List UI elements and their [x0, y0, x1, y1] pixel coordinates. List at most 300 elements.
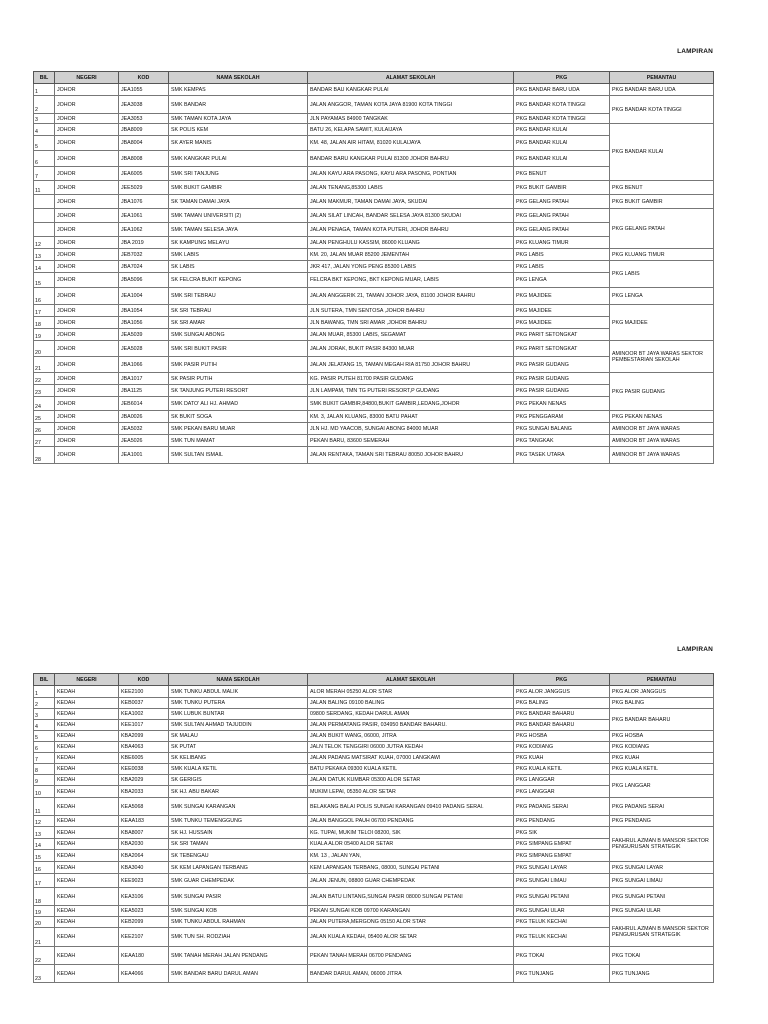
cell-nama-sekolah: SMK SUNGAI ABONG — [169, 329, 308, 341]
cell-bil: 1 — [34, 84, 55, 96]
cell-kod: JEA5028 — [119, 341, 169, 357]
cell-kod: JEA1001 — [119, 447, 169, 464]
cell-nama-sekolah: SMK SULTAN ISMAIL — [169, 447, 308, 464]
cell-pemantau: PKG BALING — [610, 698, 714, 709]
cell-negeri: JOHOR — [55, 114, 119, 124]
cell-nama-sekolah: SMK TUN SH. RODZIAH — [169, 928, 308, 947]
cell-pemantau: PKG HOSBA — [610, 731, 714, 742]
cell-alamat-sekolah: KUALA ALOR 05400 ALOR SETAR — [308, 839, 514, 850]
cell-pemantau: PKG ALOR JANGGUS — [610, 686, 714, 698]
cell-nama-sekolah: SK HJ. HUSSAIN — [169, 827, 308, 839]
cell-kod: KEA1002 — [119, 709, 169, 720]
cell-pemantau: PKG BANDAR KOTA TINGGI — [610, 96, 714, 124]
cell-alamat-sekolah: JLN PAYAMAS 84900 TANGKAK — [308, 114, 514, 124]
col-header-negeri: NEGERI — [55, 72, 119, 84]
cell-negeri: JOHOR — [55, 167, 119, 181]
table-row — [34, 288, 714, 305]
cell-bil: 9 — [34, 775, 55, 786]
cell-nama-sekolah: SK HJ. ABU BAKAR — [169, 786, 308, 798]
cell-kod: JBA8009 — [119, 124, 169, 136]
cell-alamat-sekolah: JALAN PENGHULU KASSIM, 86000 KLUANG — [308, 237, 514, 249]
cell-pemantau: PKG SUNGAI LIMAU — [610, 874, 714, 888]
cell-pemantau: PKG BANDAR BARU UDA — [610, 84, 714, 96]
cell-negeri: JOHOR — [55, 237, 119, 249]
table-row — [34, 862, 714, 874]
cell-bil: 11 — [34, 181, 55, 195]
cell-nama-sekolah: SK TAMAN DAMAI JAYA — [169, 195, 308, 209]
cell-alamat-sekolah: JKR 417, JALAN YONG PENG 85300 LABIS — [308, 261, 514, 273]
cell-pemantau: PKG PEKAN NENAS — [610, 411, 714, 423]
school-table-kedah — [33, 673, 714, 983]
cell-pemantau: PKG LABIS — [610, 261, 714, 288]
cell-bil: 6 — [34, 151, 55, 167]
cell-alamat-sekolah: BATU 26, KELAPA SAWIT, KULAIJAYA — [308, 124, 514, 136]
cell-nama-sekolah: SK TEBENGAU — [169, 850, 308, 862]
cell-pkg: PKG HOSBA — [514, 731, 610, 742]
cell-bil: 28 — [34, 447, 55, 464]
cell-kod: KBA2029 — [119, 775, 169, 786]
cell-negeri: KEDAH — [55, 862, 119, 874]
cell-alamat-sekolah: KM. 48, JALAN AIR HITAM, 81020 KULAIJAYA — [308, 136, 514, 151]
cell-kod: KBA4063 — [119, 742, 169, 753]
cell-pkg: PKG SUNGAI ULAR — [514, 906, 610, 917]
cell-alamat-sekolah: JALAN BUKIT WANG, 06000, JITRA — [308, 731, 514, 742]
cell-pkg: PKG KLUANG TIMUR — [514, 237, 610, 249]
cell-pkg: PKG BANDAR BARU UDA — [514, 84, 610, 96]
cell-bil: 18 — [34, 888, 55, 906]
cell-negeri: JOHOR — [55, 341, 119, 357]
cell-pemantau: PKG TOKAI — [610, 947, 714, 965]
cell-kod: KBA2030 — [119, 839, 169, 850]
cell-bil: 4 — [34, 720, 55, 731]
cell-nama-sekolah: SK POLIS KEM — [169, 124, 308, 136]
cell-negeri: JOHOR — [55, 288, 119, 305]
table-row — [34, 816, 714, 827]
cell-bil: 19 — [34, 906, 55, 917]
cell-pemantau: PKG MAJIDEE — [610, 305, 714, 341]
cell-negeri: JOHOR — [55, 357, 119, 373]
cell-kod: JBA 2019 — [119, 237, 169, 249]
cell-alamat-sekolah: JALAN MUAR, 85300 LABIS, SEGAMAT — [308, 329, 514, 341]
cell-pkg: PKG MAJIDEE — [514, 288, 610, 305]
cell-pkg: PKG PASIR GUDANG — [514, 385, 610, 397]
cell-nama-sekolah: SMK SRI BUKIT PASIR — [169, 341, 308, 357]
cell-pkg: PKG LANGGAR — [514, 786, 610, 798]
cell-kod: JEA5026 — [119, 435, 169, 447]
cell-bil — [34, 209, 55, 223]
cell-pkg: PKG KODIANG — [514, 742, 610, 753]
cell-bil: 5 — [34, 731, 55, 742]
cell-pemantau: FAKHRUL AZMAN B MANSOR SEKTOR PENGURUSAN STRATEGIK — [610, 917, 714, 947]
col-header-nama-sekolah: NAMA SEKOLAH — [169, 72, 308, 84]
cell-alamat-sekolah: SMK BUKIT GAMBIR,84800,BUKIT GAMBIR,LEDANG,JOHOR — [308, 397, 514, 411]
table-row — [34, 447, 714, 464]
cell-nama-sekolah: SMK TUNKU ABDUL RAHMAN — [169, 917, 308, 928]
col-header-negeri: NEGERI — [55, 674, 119, 686]
cell-pkg: PKG PADANG SERAI — [514, 798, 610, 816]
cell-alamat-sekolah: JALAN PADANG MATSIRAT KUAH, 07000 LANGKAWI — [308, 753, 514, 764]
cell-alamat-sekolah: JLN HJ. MD YAACOB, SUNGAI ABONG 84000 MUAR — [308, 423, 514, 435]
table-row — [34, 798, 714, 816]
cell-alamat-sekolah: 09800 SERDANG, KEDAH DARUL AMAN — [308, 709, 514, 720]
cell-nama-sekolah: SMK TUNKU ABDUL MALIK — [169, 686, 308, 698]
cell-pemantau: AMINOOR BT JAYA WARAS — [610, 435, 714, 447]
cell-nama-sekolah: SMK TUNKU TEMENGGUNG — [169, 816, 308, 827]
cell-kod: JEA5039 — [119, 329, 169, 341]
cell-bil: 15 — [34, 273, 55, 288]
table-row — [34, 341, 714, 357]
cell-alamat-sekolah: PEKAN TANAH MERAH 06700 PENDANG — [308, 947, 514, 965]
cell-kod: JEE5029 — [119, 181, 169, 195]
cell-nama-sekolah: SMK BANDAR — [169, 96, 308, 114]
table-row — [34, 411, 714, 423]
cell-kod: JBA1017 — [119, 373, 169, 385]
table-row — [34, 305, 714, 317]
cell-kod: JBA0026 — [119, 411, 169, 423]
cell-alamat-sekolah: JLN LAMPAM, TMN TG PUTERI RESORT,P GUDANG — [308, 385, 514, 397]
cell-nama-sekolah: SMK TAMAN UNIVERSITI (2) — [169, 209, 308, 223]
cell-pkg: PKG BANDAR KULAI — [514, 124, 610, 136]
cell-alamat-sekolah: JLN BAWANG, TMN SRI AMAR ,JOHOR BAHRU — [308, 317, 514, 329]
cell-bil: 20 — [34, 917, 55, 928]
table-row — [34, 435, 714, 447]
cell-bil: 21 — [34, 928, 55, 947]
cell-pkg: PKG BANDAR KULAI — [514, 136, 610, 151]
cell-bil: 18 — [34, 317, 55, 329]
table-row — [34, 686, 714, 698]
cell-kod: KBE6005 — [119, 753, 169, 764]
cell-pkg: PKG BALING — [514, 698, 610, 709]
table-row — [34, 261, 714, 273]
cell-alamat-sekolah: JALAN PENAGA, TAMAN KOTA PUTERI, JOHOR BAHRU — [308, 223, 514, 237]
cell-pkg: PKG BANDAR BAHARU — [514, 720, 610, 731]
cell-nama-sekolah: SK FELCRA BUKIT KEPONG — [169, 273, 308, 288]
cell-kod: KBA3040 — [119, 862, 169, 874]
cell-negeri: JOHOR — [55, 423, 119, 435]
cell-pkg: PKG GELANG PATAH — [514, 195, 610, 209]
cell-negeri: KEDAH — [55, 839, 119, 850]
cell-pemantau: PKG PENDANG — [610, 816, 714, 827]
table-header-row — [34, 72, 714, 84]
cell-kod: JEA1062 — [119, 223, 169, 237]
table-row — [34, 698, 714, 709]
cell-alamat-sekolah: JALAN SILAT LINCAH, BANDAR SELESA JAYA 81300 SKUDAI — [308, 209, 514, 223]
cell-nama-sekolah: SMK PEKAN BARU MUAR — [169, 423, 308, 435]
cell-negeri: KEDAH — [55, 906, 119, 917]
cell-pemantau: PKG KUALA KETIL — [610, 764, 714, 775]
cell-alamat-sekolah: JALAN JELATANG 15, TAMAN MEGAH RIA 81750 JOHOR BAHRU — [308, 357, 514, 373]
cell-negeri: JOHOR — [55, 373, 119, 385]
cell-negeri: KEDAH — [55, 786, 119, 798]
cell-bil: 20 — [34, 341, 55, 357]
cell-kod: KEA4066 — [119, 965, 169, 983]
cell-nama-sekolah: SMK BUKIT GAMBIR — [169, 181, 308, 195]
cell-alamat-sekolah: BATU PEKAKA 09300 KUALA KETIL — [308, 764, 514, 775]
table-row — [34, 96, 714, 114]
cell-alamat-sekolah: JALAN MAKMUR, TAMAN DAMAI JAYA, SKUDAI — [308, 195, 514, 209]
cell-bil: 1 — [34, 686, 55, 698]
cell-kod: JBA5096 — [119, 273, 169, 288]
cell-bil: 7 — [34, 167, 55, 181]
table-row — [34, 965, 714, 983]
cell-negeri: JOHOR — [55, 195, 119, 209]
cell-pkg: PKG SUNGAI BALANG — [514, 423, 610, 435]
cell-negeri: KEDAH — [55, 753, 119, 764]
cell-kod: JBA1054 — [119, 305, 169, 317]
col-header-kod: KOD — [119, 674, 169, 686]
cell-bil — [34, 195, 55, 209]
cell-kod: JBA1056 — [119, 317, 169, 329]
cell-kod: KBA2064 — [119, 850, 169, 862]
cell-bil: 13 — [34, 249, 55, 261]
cell-pkg: PKG PARIT SETONGKAT — [514, 329, 610, 341]
col-header-pkg: PKG — [514, 674, 610, 686]
cell-kod: JBA1125 — [119, 385, 169, 397]
cell-kod: JEA5032 — [119, 423, 169, 435]
cell-negeri: JOHOR — [55, 249, 119, 261]
cell-kod: JEB6014 — [119, 397, 169, 411]
cell-bil — [34, 223, 55, 237]
cell-alamat-sekolah: BANDAR BARU KANGKAR PULAI 81300 JOHOR BAHRU — [308, 151, 514, 167]
table-row — [34, 753, 714, 764]
cell-nama-sekolah: SMK TUN MAMAT — [169, 435, 308, 447]
cell-kod: KEAA180 — [119, 947, 169, 965]
cell-kod: KEAA183 — [119, 816, 169, 827]
cell-negeri: JOHOR — [55, 305, 119, 317]
cell-nama-sekolah: SK SRI AMAR — [169, 317, 308, 329]
table-row — [34, 731, 714, 742]
cell-alamat-sekolah: BANDAR DARUL AMAN, 06000 JITRA — [308, 965, 514, 983]
cell-pkg: PKG LABIS — [514, 249, 610, 261]
cell-pemantau: FAKHRUL AZMAN B MANSOR SEKTOR PENGURUSAN STRATEGIK — [610, 827, 714, 862]
cell-negeri: JOHOR — [55, 261, 119, 273]
cell-nama-sekolah: SMK PASIR PUTIH — [169, 357, 308, 373]
cell-negeri: JOHOR — [55, 447, 119, 464]
cell-pkg: PKG SUNGAI LIMAU — [514, 874, 610, 888]
cell-pkg: PKG BANDAR KOTA TINGGI — [514, 114, 610, 124]
cell-kod: JBA8004 — [119, 136, 169, 151]
cell-bil: 4 — [34, 124, 55, 136]
cell-nama-sekolah: SK TANJUNG PUTERI RESORT — [169, 385, 308, 397]
cell-alamat-sekolah: JALAN TENANG,85300 LABIS — [308, 181, 514, 195]
cell-nama-sekolah: SK SRI TAMAN — [169, 839, 308, 850]
cell-negeri: KEDAH — [55, 874, 119, 888]
cell-kod: JBA7024 — [119, 261, 169, 273]
cell-kod: JEA3053 — [119, 114, 169, 124]
cell-pkg: PKG SIK — [514, 827, 610, 839]
table-row — [34, 775, 714, 786]
cell-alamat-sekolah: JALAN ANGGOR, TAMAN KOTA JAYA 81900 KOTA TINGGI — [308, 96, 514, 114]
cell-alamat-sekolah: KM. 20, JALAN MUAR 85200 JEMENTAH — [308, 249, 514, 261]
cell-pkg: PKG TASEK UTARA — [514, 447, 610, 464]
cell-negeri: KEDAH — [55, 888, 119, 906]
cell-negeri: KEDAH — [55, 775, 119, 786]
col-header-alamat-sekolah: ALAMAT SEKOLAH — [308, 72, 514, 84]
cell-kod: KEA3106 — [119, 888, 169, 906]
cell-negeri: JOHOR — [55, 84, 119, 96]
table-row — [34, 917, 714, 928]
cell-nama-sekolah: SMK SRI TANJUNG — [169, 167, 308, 181]
col-header-alamat-sekolah: ALAMAT SEKOLAH — [308, 674, 514, 686]
col-header-nama-sekolah: NAMA SEKOLAH — [169, 674, 308, 686]
cell-kod: KEE2100 — [119, 686, 169, 698]
cell-alamat-sekolah: JALAN KUALA KEDAH, 05400 ALOR SETAR — [308, 928, 514, 947]
cell-negeri: KEDAH — [55, 698, 119, 709]
cell-nama-sekolah: SMK LUBUK BUNTAR — [169, 709, 308, 720]
cell-negeri: KEDAH — [55, 816, 119, 827]
cell-nama-sekolah: SMK SRI TEBRAU — [169, 288, 308, 305]
cell-pkg: PKG ALOR JANGGUS — [514, 686, 610, 698]
cell-nama-sekolah: SK KAMPUNG MELAYU — [169, 237, 308, 249]
cell-negeri: JOHOR — [55, 209, 119, 223]
cell-kod: JEA3038 — [119, 96, 169, 114]
cell-pemantau: PKG LANGGAR — [610, 775, 714, 798]
cell-nama-sekolah: SK AYER MANIS — [169, 136, 308, 151]
cell-nama-sekolah: SMK TUNKU PUTERA — [169, 698, 308, 709]
cell-pemantau: PKG BANDAR BAHARU — [610, 709, 714, 731]
table-row — [34, 888, 714, 906]
table-row — [34, 209, 714, 223]
cell-pkg: PKG BUKIT GAMBIR — [514, 181, 610, 195]
cell-bil: 13 — [34, 827, 55, 839]
cell-kod: JEA1004 — [119, 288, 169, 305]
cell-pemantau: PKG KLUANG TIMUR — [610, 249, 714, 261]
cell-kod: KEE0038 — [119, 764, 169, 775]
cell-nama-sekolah: SMK LABIS — [169, 249, 308, 261]
table-row — [34, 906, 714, 917]
cell-kod: JEB7032 — [119, 249, 169, 261]
cell-pemantau: PKG TUNJANG — [610, 965, 714, 983]
cell-bil: 25 — [34, 411, 55, 423]
table-row — [34, 181, 714, 195]
cell-pkg: PKG MAJIDEE — [514, 317, 610, 329]
cell-negeri: JOHOR — [55, 136, 119, 151]
cell-pemantau: PKG BANDAR KULAI — [610, 124, 714, 181]
cell-nama-sekolah: SMK SUNGAI KARANGAN — [169, 798, 308, 816]
cell-bil: 23 — [34, 965, 55, 983]
cell-kod: JBA8008 — [119, 151, 169, 167]
table-body — [34, 686, 714, 983]
cell-pkg: PKG TOKAI — [514, 947, 610, 965]
cell-negeri: KEDAH — [55, 709, 119, 720]
cell-bil: 24 — [34, 397, 55, 411]
table-row — [34, 373, 714, 385]
cell-alamat-sekolah: JALN TELOK TENGGIRI 06000 JUTRA KEDAH — [308, 742, 514, 753]
table-row — [34, 84, 714, 96]
cell-pemantau: PKG PADANG SERAI — [610, 798, 714, 816]
cell-bil: 17 — [34, 874, 55, 888]
col-header-pkg: PKG — [514, 72, 610, 84]
cell-bil: 12 — [34, 816, 55, 827]
cell-pkg: PKG SIMPANG EMPAT — [514, 839, 610, 850]
cell-pkg: PKG PASIR GUDANG — [514, 373, 610, 385]
cell-bil: 6 — [34, 742, 55, 753]
cell-pkg: PKG BANDAR KOTA TINGGI — [514, 96, 610, 114]
page-heading: LAMPIRAN — [677, 646, 713, 653]
cell-pemantau: PKG SUNGAI PETANI — [610, 888, 714, 906]
cell-bil: 2 — [34, 96, 55, 114]
cell-kod: KEA5068 — [119, 798, 169, 816]
cell-bil: 16 — [34, 862, 55, 874]
cell-alamat-sekolah: JALAN PERMATANG PASIR, 034950 BANDAR BAHARU. — [308, 720, 514, 731]
table-row — [34, 423, 714, 435]
cell-pemantau: PKG SUNGAI ULAR — [610, 906, 714, 917]
cell-bil: 15 — [34, 850, 55, 862]
cell-pkg: PKG BENUT — [514, 167, 610, 181]
cell-nama-sekolah: SK GERIGIS — [169, 775, 308, 786]
cell-nama-sekolah: SMK KUALA KETIL — [169, 764, 308, 775]
cell-pemantau: PKG LENGA — [610, 288, 714, 305]
cell-negeri: KEDAH — [55, 947, 119, 965]
cell-bil: 21 — [34, 357, 55, 373]
cell-nama-sekolah: SMK KEMPAS — [169, 84, 308, 96]
cell-kod: KEE2107 — [119, 928, 169, 947]
cell-negeri: JOHOR — [55, 435, 119, 447]
cell-nama-sekolah: SMK TAMAN KOTA JAYA — [169, 114, 308, 124]
table-row — [34, 249, 714, 261]
col-header-pemantau: PEMANTAU — [610, 72, 714, 84]
cell-bil: 3 — [34, 114, 55, 124]
cell-nama-sekolah: SMK TAMAN SELESA JAYA — [169, 223, 308, 237]
col-header-kod: KOD — [119, 72, 169, 84]
cell-negeri: JOHOR — [55, 397, 119, 411]
cell-nama-sekolah: SMK DATO' ALI HJ. AHMAD — [169, 397, 308, 411]
cell-bil: 26 — [34, 423, 55, 435]
cell-nama-sekolah: SK MALAU — [169, 731, 308, 742]
cell-pkg: PKG PASIR GUDANG — [514, 357, 610, 373]
cell-negeri: JOHOR — [55, 411, 119, 423]
cell-pkg: PKG KUALA KETIL — [514, 764, 610, 775]
table-row — [34, 709, 714, 720]
page-heading: LAMPIRAN — [677, 48, 713, 55]
cell-nama-sekolah: SMK SUNGAI PASIR — [169, 888, 308, 906]
cell-kod: KBA8007 — [119, 827, 169, 839]
cell-alamat-sekolah: BANDAR BAU KANGKAR PULAI — [308, 84, 514, 96]
cell-pkg: PKG TELUK KECHAI — [514, 928, 610, 947]
cell-alamat-sekolah: JALAN BANGGOL PAUH 06700 PENDANG — [308, 816, 514, 827]
cell-pkg: PKG LANGGAR — [514, 775, 610, 786]
cell-alamat-sekolah: KEM LAPANGAN TERBANG, 08000, SUNGAI PETANI — [308, 862, 514, 874]
cell-pemantau: PKG GELANG PATAH — [610, 209, 714, 249]
cell-negeri: KEDAH — [55, 850, 119, 862]
cell-negeri: KEDAH — [55, 720, 119, 731]
cell-pemantau: AMINOOR BT JAYA WARAS SEKTOR PEMBESTARIAN SEKOLAH — [610, 341, 714, 373]
cell-pkg: PKG PARIT SETONGKAT — [514, 341, 610, 357]
cell-negeri: JOHOR — [55, 329, 119, 341]
cell-kod: KEB2099 — [119, 917, 169, 928]
cell-negeri: KEDAH — [55, 764, 119, 775]
cell-alamat-sekolah: MUKIM LEPAI, 05350 ALOR SETAR — [308, 786, 514, 798]
cell-kod: KBA2099 — [119, 731, 169, 742]
cell-nama-sekolah: SK KEM LAPANGAN TERBANG — [169, 862, 308, 874]
cell-pkg: PKG LENGA — [514, 273, 610, 288]
cell-pkg: PKG TUNJANG — [514, 965, 610, 983]
cell-pkg: PKG PENGGARAM — [514, 411, 610, 423]
cell-pkg: PKG TELUK KECHAI — [514, 917, 610, 928]
cell-nama-sekolah: SK PUTAT — [169, 742, 308, 753]
cell-nama-sekolah: SK KELIBANG — [169, 753, 308, 764]
cell-bil: 12 — [34, 237, 55, 249]
cell-bil: 3 — [34, 709, 55, 720]
cell-nama-sekolah: SMK SULTAN AHMAD TAJUDDIN — [169, 720, 308, 731]
cell-nama-sekolah: SMK KANGKAR PULAI — [169, 151, 308, 167]
cell-negeri: KEDAH — [55, 827, 119, 839]
cell-kod: JEA1061 — [119, 209, 169, 223]
cell-bil: 16 — [34, 288, 55, 305]
cell-alamat-sekolah: JALAN RENTAKA, TAMAN SRI TEBRAU 80050 JOHOR BAHRU — [308, 447, 514, 464]
cell-kod: KEE1017 — [119, 720, 169, 731]
cell-nama-sekolah: SMK GUAR CHEMPEDAK — [169, 874, 308, 888]
